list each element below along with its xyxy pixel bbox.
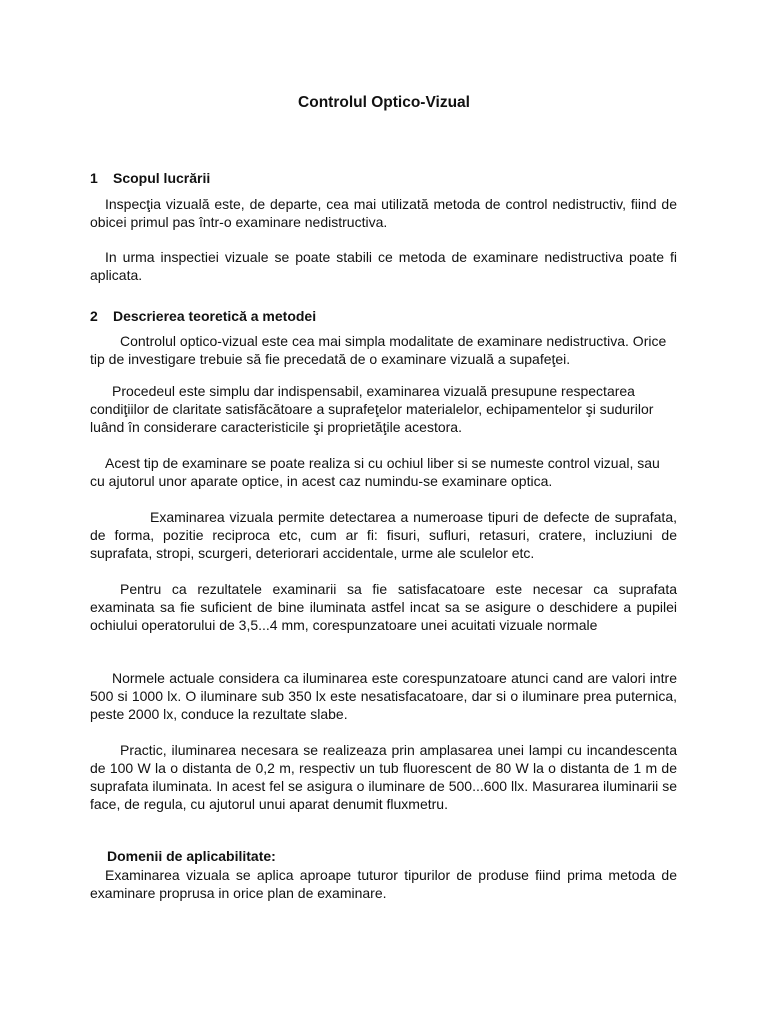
applicability-heading: Domenii de aplicabilitate:	[107, 848, 276, 864]
document-title: Controlul Optico-Vizual	[298, 94, 470, 111]
section-2-paragraph-3: Acest tip de examinare se poate realiza si cu ochiul liber si se numeste control vizual, sau cu ajutorul unor aparate optice, in acest caz numindu-se examinare optica.	[90, 455, 660, 489]
section-1-heading	[90, 170, 210, 186]
section-2-paragraph-2: Procedeul este simplu dar indispensabil, examinarea vizuală presupune respectarea condiţiilor de claritate satisfăcătoare a suprafeţelor materialelor, echipamentelor şi sudurilor luând în considerare caracteristicile şi proprietăţile acestora.	[90, 383, 654, 435]
applicability-paragraph: Examinarea vizuala se aplica aproape tuturor tipurilor de produse fiind prima metoda de examinare proprusa in orice plan de examinare.	[90, 867, 677, 901]
section-1-title: Scopul lucrării	[113, 170, 211, 186]
section-2-paragraph-1: Controlul optico-vizual este cea mai simpla modalitate de examinare nedistructiva. Orice tip de investigare trebuie să fie precedată de o examinare vizuală a supafeţei.	[90, 333, 667, 367]
section-2-paragraph-5: Pentru ca rezultatele examinarii sa fie satisfacatoare este necesar ca suprafata examinata sa fie suficient de bine iluminata astfel incat sa se asigure o deschidere a pupilei ochiului operatorului de 3,5...4 mm, corespunzatoare unei acuitati vizuale normale	[90, 581, 677, 633]
section-1-paragraph-1: Inspecţia vizuală este, de departe, cea mai utilizată metoda de control nedistructiv, fiind de obicei primul pas într-o examinare nedistructiva.	[90, 196, 677, 230]
section-1-number: 1	[90, 170, 98, 186]
section-2-heading	[90, 308, 316, 324]
section-2-paragraph-6: Normele actuale considera ca iluminarea este corespunzatoare atunci cand are valori intre 500 si 1000 lx. O iluminare sub 350 lx este nesatisfacatoare, dar si o iluminare prea puternica, peste 2000 lx, conduce la rezultate slabe.	[90, 670, 677, 722]
section-2-number: 2	[90, 308, 98, 324]
section-2-paragraph-4: Examinarea vizuala permite detectarea a numeroase tipuri de defecte de suprafata, de forma, pozitie reciproca etc, cum ar fi: fisuri, sufluri, retasuri, cratere, incluziuni de suprafata, stropi, scurgeri, deteriorari accidentale, urme ale sculelor etc.	[90, 509, 677, 561]
section-2-paragraph-7: Practic, iluminarea necesara se realizeaza prin amplasarea unei lampi cu incandescenta de 100 W la o distanta de 0,2 m, respectiv un tub fluorescent de 80 W la o distanta de 1 m de suprafata iluminata. In acest fel se asigura o iluminare de 500...600 llx. Masurarea iluminarii se face, de regula, cu ajutorul unui aparat denumit fluxmetru.	[90, 742, 677, 812]
section-1-paragraph-2: In urma inspectiei vizuale se poate stabili ce metoda de examinare nedistructiva poate fi aplicata.	[90, 249, 677, 283]
section-2-title: Descrierea teoretică a metodei	[113, 308, 317, 324]
